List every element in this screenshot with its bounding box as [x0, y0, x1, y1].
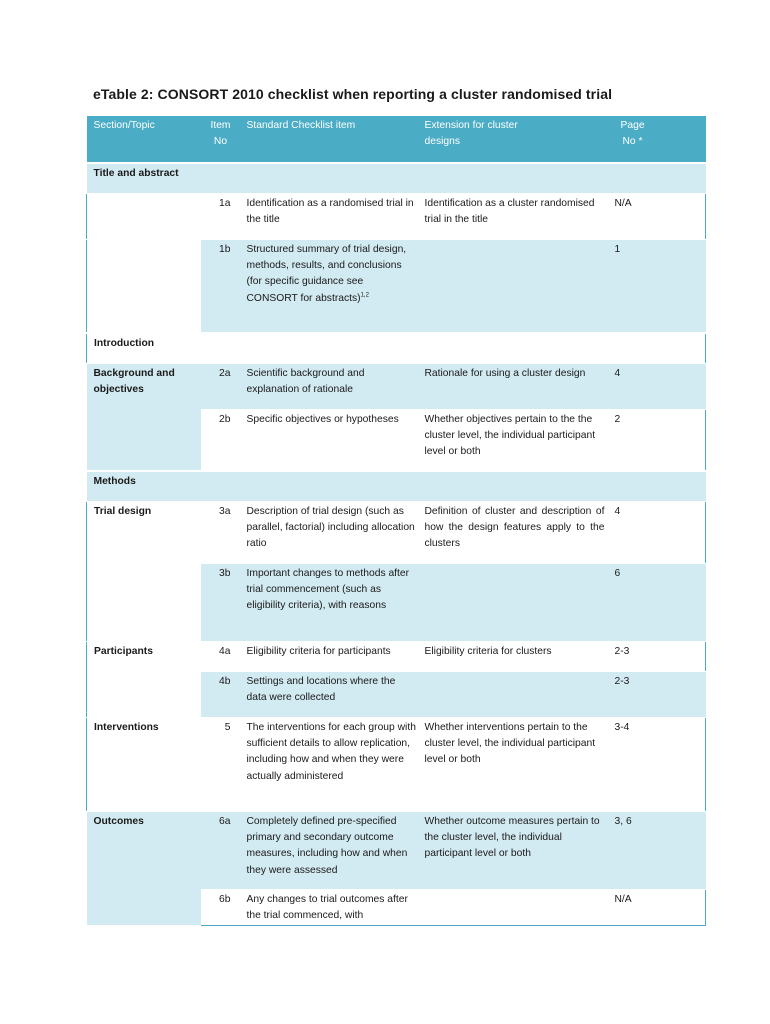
page-no: 3, 6 [609, 811, 706, 889]
standard-item-text: Structured summary of trial design, methods, results, and conclusions (for specific guidance see CONSORT for abstracts) [246, 243, 407, 304]
consort-checklist-table [86, 116, 706, 926]
section-methods: Methods [87, 471, 706, 501]
citation-superscript: 1,2 [360, 292, 369, 299]
page-no: N/A [609, 193, 706, 239]
header-extension-line2: designs [424, 136, 460, 148]
standard-item: Important changes to methods after trial commencement (such as eligibility criteria), with reasons [241, 563, 421, 641]
extension-item [421, 239, 609, 333]
item-no: 1a [201, 193, 241, 239]
extension-item: Rationale for using a cluster design [421, 363, 609, 409]
page-no: 2 [609, 409, 706, 471]
extension-item: Whether objectives pertain to the the cluster level, the individual participant level or both [421, 409, 609, 471]
table-row [87, 193, 706, 239]
item-no: 5 [201, 717, 241, 811]
extension-item: Whether interventions pertain to the cluster level, the individual participant level or both [421, 717, 609, 811]
header-section-topic: Section/Topic [87, 116, 201, 163]
header-page-no [609, 116, 706, 163]
item-no: 1b [201, 239, 241, 333]
standard-item: Scientific background and explanation of rationale [241, 363, 421, 409]
table-row [87, 641, 706, 671]
section-title-abstract: Title and abstract [87, 163, 706, 193]
page-no: 4 [609, 363, 706, 409]
standard-item: Identification as a randomised trial in the title [241, 193, 421, 239]
page-no: 6 [609, 563, 706, 641]
header-extension-line1: Extension for cluster [424, 120, 518, 131]
topic-cell-empty [87, 193, 201, 239]
table-row [87, 363, 706, 409]
table-row [87, 239, 706, 333]
standard-item: The interventions for each group with sufficient details to allow replication, including how and when they were actually administered [241, 717, 421, 811]
table-row [87, 501, 706, 563]
page-no: 4 [609, 501, 706, 563]
standard-item: Specific objectives or hypotheses [241, 409, 421, 471]
section-row-methods [87, 471, 706, 501]
header-item-no [201, 116, 241, 163]
standard-item [241, 239, 421, 333]
page-no: N/A [609, 889, 706, 925]
item-no: 2b [201, 409, 241, 471]
section-row-introduction [87, 333, 706, 363]
extension-item [421, 889, 609, 925]
header-extension [421, 116, 609, 163]
page-no: 2-3 [609, 641, 706, 671]
standard-item: Eligibility criteria for participants [241, 641, 421, 671]
topic-participants: Participants [87, 641, 201, 717]
header-item-line1: Item [210, 120, 231, 131]
page-no: 3-4 [609, 717, 706, 811]
extension-item: Identification as a cluster randomised trial in the title [421, 193, 609, 239]
topic-outcomes: Outcomes [87, 811, 201, 925]
item-no: 6a [201, 811, 241, 889]
section-introduction: Introduction [87, 333, 706, 363]
standard-item: Settings and locations where the data were collected [241, 671, 421, 717]
item-no: 4b [201, 671, 241, 717]
header-item-line2: No [213, 136, 228, 148]
standard-item: Any changes to trial outcomes after the trial commenced, with [241, 889, 421, 925]
topic-background: Background and objectives [87, 363, 201, 471]
table-row [87, 717, 706, 811]
extension-item: Eligibility criteria for clusters [421, 641, 609, 671]
standard-item: Completely defined pre-specified primary and secondary outcome measures, including how and when they were assessed [241, 811, 421, 889]
extension-item: Whether outcome measures pertain to the cluster level, the individual participant level or both [421, 811, 609, 889]
header-standard-item: Standard Checklist item [241, 116, 421, 163]
extension-item: Definition of cluster and description of how the design features apply to the clusters [421, 501, 609, 563]
item-no: 4a [201, 641, 241, 671]
table-row [87, 811, 706, 889]
topic-interventions: Interventions [87, 717, 201, 811]
extension-item [421, 671, 609, 717]
standard-item: Description of trial design (such as parallel, factorial) including allocation ratio [241, 501, 421, 563]
topic-trial-design: Trial design [87, 501, 201, 641]
table-header-row [87, 116, 706, 163]
item-no: 3a [201, 501, 241, 563]
topic-cell-empty [87, 239, 201, 333]
page-title: eTable 2: CONSORT 2010 checklist when reporting a cluster randomised trial [93, 86, 613, 102]
item-no: 2a [201, 363, 241, 409]
header-page-line2: No * [622, 136, 643, 148]
section-row-title-abstract [87, 163, 706, 193]
item-no: 3b [201, 563, 241, 641]
header-page-line1: Page [620, 120, 645, 131]
item-no: 6b [201, 889, 241, 925]
page-no: 2-3 [609, 671, 706, 717]
page-no: 1 [609, 239, 706, 333]
extension-item [421, 563, 609, 641]
